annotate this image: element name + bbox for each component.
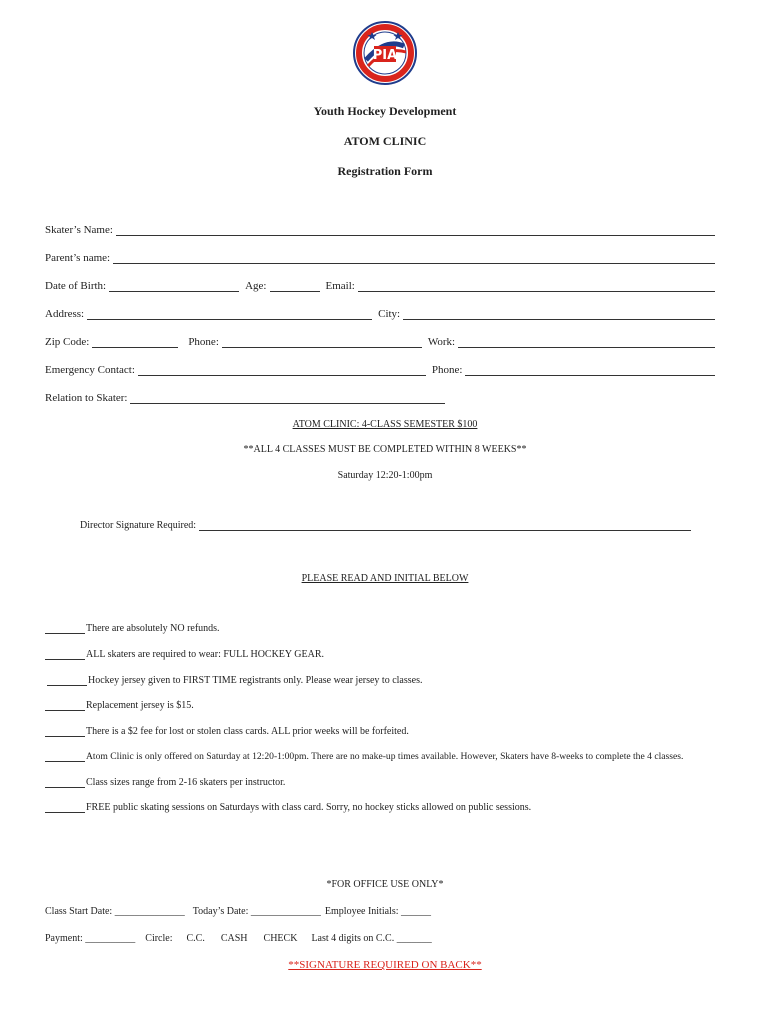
class-start-date: Class Start Date: ______________ xyxy=(45,906,185,917)
clinic-time: Saturday 12:20-1:00pm xyxy=(337,470,433,481)
emergency-row xyxy=(45,364,715,376)
age-label: Age: xyxy=(245,280,267,292)
form-clinic-title: ATOM CLINIC xyxy=(343,134,427,148)
payment-field: Payment: __________ xyxy=(45,933,136,944)
initial-field[interactable] xyxy=(45,751,85,762)
email-field[interactable] xyxy=(358,280,715,292)
relation-field[interactable] xyxy=(130,392,445,404)
work-field[interactable] xyxy=(458,336,715,348)
rule-text: Class sizes range from 2-16 skaters per instructor. xyxy=(86,777,286,788)
rule-item xyxy=(45,726,409,737)
email-label: Email: xyxy=(325,280,355,292)
initial-field[interactable] xyxy=(45,649,85,660)
dob-label: Date of Birth: xyxy=(45,280,107,292)
rule-text: Atom Clinic is only offered on Saturday at 12:20-1:00pm. There are no make-up times available. However, Skaters have 8-weeks to complete the 4 classes. xyxy=(86,751,684,762)
form-org-title: Youth Hockey Development xyxy=(313,104,457,118)
last-four-digits: Last 4 digits on C.C. _______ xyxy=(311,933,432,944)
skater-name-row xyxy=(45,224,715,236)
rule-item xyxy=(45,649,324,660)
circle-label: Circle: xyxy=(145,933,173,944)
rule-text: There are absolutely NO refunds. xyxy=(86,623,220,634)
initial-field[interactable] xyxy=(47,675,87,686)
emergency-label: Emergency Contact: xyxy=(45,364,135,376)
rule-item xyxy=(45,777,285,788)
payment-option-cash: CASH xyxy=(220,933,248,944)
rule-item xyxy=(45,623,220,634)
parent-name-field[interactable] xyxy=(113,252,715,264)
emergency-phone-label: Phone: xyxy=(431,364,463,376)
payment-option-check: CHECK xyxy=(263,933,298,944)
employee-initials: Employee Initials: ______ xyxy=(324,906,431,917)
rule-text: There is a $2 fee for lost or stolen class cards. ALL prior weeks will be forfeited. xyxy=(86,726,409,737)
svg-text:PIA: PIA xyxy=(372,48,398,63)
form-title: Registration Form xyxy=(337,164,433,178)
dob-field[interactable] xyxy=(109,280,239,292)
work-label: Work: xyxy=(427,336,456,348)
rule-item xyxy=(45,751,683,762)
rule-text: Replacement jersey is $15. xyxy=(86,700,194,711)
skater-name-field[interactable] xyxy=(116,224,715,236)
payment-option-cc: C.C. xyxy=(186,933,205,944)
rule-item xyxy=(45,802,531,813)
zip-label: Zip Code: xyxy=(45,336,90,348)
clinic-semester-price: ATOM CLINIC: 4-CLASS SEMESTER $100 xyxy=(292,419,478,430)
initial-field[interactable] xyxy=(45,802,85,813)
rule-text: Hockey jersey given to FIRST TIME registrants only. Please wear jersey to classes. xyxy=(88,675,423,686)
office-use-heading: *FOR OFFICE USE ONLY* xyxy=(326,879,444,890)
dob-row xyxy=(45,280,715,292)
rule-text: ALL skaters are required to wear: FULL HOCKEY GEAR. xyxy=(86,649,324,660)
zip-field[interactable] xyxy=(92,336,178,348)
arena-logo xyxy=(352,20,418,86)
skater-name-label: Skater’s Name: xyxy=(45,224,113,236)
parent-name-row xyxy=(45,252,715,264)
clinic-weeks-notice: **ALL 4 CLASSES MUST BE COMPLETED WITHIN 8 WEEKS** xyxy=(243,444,527,455)
parent-name-label: Parent’s name: xyxy=(45,252,111,264)
city-field[interactable] xyxy=(403,308,715,320)
initial-field[interactable] xyxy=(45,700,85,711)
phone-label: Phone: xyxy=(188,336,219,348)
initial-field[interactable] xyxy=(45,726,85,737)
emergency-phone-field[interactable] xyxy=(465,364,715,376)
initial-field[interactable] xyxy=(45,623,85,634)
initial-field[interactable] xyxy=(45,777,85,788)
phone-field[interactable] xyxy=(222,336,422,348)
age-field[interactable] xyxy=(270,280,320,292)
read-initial-heading: PLEASE READ AND INITIAL BELOW xyxy=(301,573,469,584)
todays-date: Today’s Date: ______________ xyxy=(192,906,321,917)
director-signature-label: Director Signature Required: xyxy=(80,520,197,531)
office-dates-row xyxy=(45,906,431,917)
office-payment-row xyxy=(45,933,432,944)
director-signature-field[interactable] xyxy=(199,520,691,531)
rule-text: FREE public skating sessions on Saturdays with class card. Sorry, no hockey sticks allowed on public sessions. xyxy=(86,802,532,813)
director-signature-row xyxy=(80,520,691,531)
zip-row xyxy=(45,336,715,348)
address-row xyxy=(45,308,715,320)
rule-item xyxy=(47,675,422,686)
address-field[interactable] xyxy=(87,308,372,320)
emergency-field[interactable] xyxy=(138,364,426,376)
relation-label: Relation to Skater: xyxy=(45,392,128,404)
signature-required-notice: **SIGNATURE REQUIRED ON BACK** xyxy=(288,959,482,971)
rule-item xyxy=(45,700,194,711)
address-label: Address: xyxy=(45,308,85,320)
relation-row xyxy=(45,392,445,404)
city-label: City: xyxy=(378,308,401,320)
